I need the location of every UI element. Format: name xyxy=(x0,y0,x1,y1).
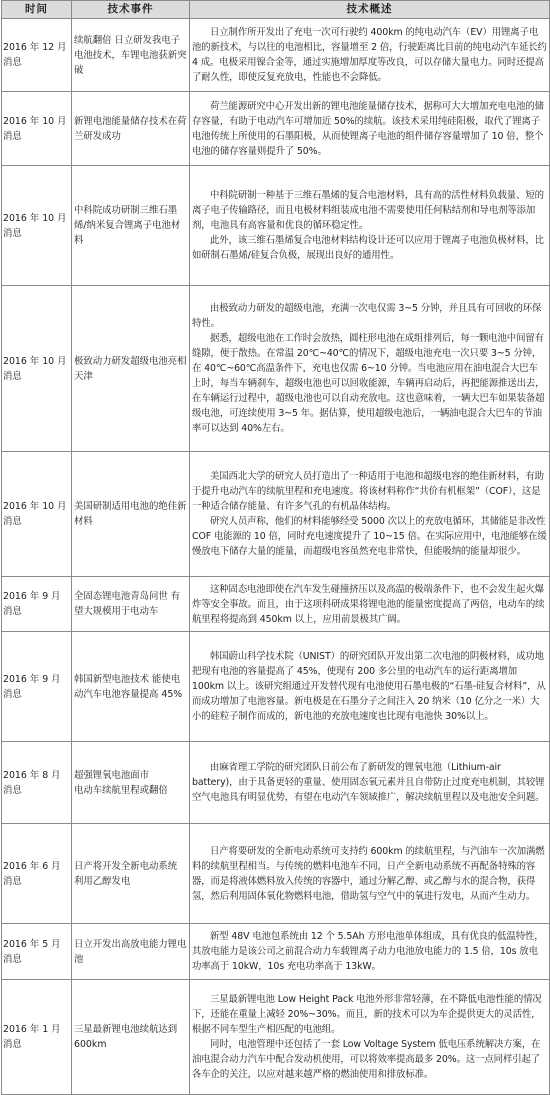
row-time: 2016 年 10 月消息 xyxy=(2,286,72,452)
header-desc: 技术概述 xyxy=(190,1,550,19)
battery-tech-table xyxy=(1,0,550,1095)
row-time: 2016 年 12 月消息 xyxy=(2,19,72,92)
desc-paragraph: 据悉，超级电池在工作时会放热，圆柱形电池在成组排列后，每一颗电池中间留有缝隙，便于散热。在常温 20℃~40℃的情况下，超级电池充电一次只要 3~5 分钟，在 40℃~60℃高温条件下，充电也仅需 6~10 分钟。当电池应用在油电混合大巴车上时，每当车辆刹车，超级电池也可以回收能源，车辆再启动后，再把能源推送出去，在车辆运行过程中，超级电池也可以自动充放电。这也意味着，一辆大巴车如果装备超级电池，可连续使用 3~5 年。据估算，使用超级电池后，一辆油电混合大巴车的节油率可以达到 40%左右。 xyxy=(192,333,545,434)
table-row xyxy=(2,92,550,166)
desc-paragraph: 由极致动力研发的超级电池，充满一次电仅需 3~5 分钟，并且具有可回收的环保特性。 xyxy=(192,303,542,329)
row-desc xyxy=(190,166,550,286)
row-desc xyxy=(190,824,550,924)
table-row xyxy=(2,577,550,632)
row-time: 2016 年 9 月消息 xyxy=(2,632,72,742)
desc-paragraph: 中科院研制一种基于三维石墨烯的复合电池材料，具有高的活性材料负载量、短的离子电子传输路径，而且电极材料组装成电池不需要使用任何粘结剂和导电剂等添加剂，电池具有高容量和优良的循环稳定性。 xyxy=(192,190,544,231)
row-event: 续航翻倍 日立研发我电子电池技术，车锂电池获新突破 xyxy=(72,19,190,92)
row-event: 全固态锂电池青岛问世 有望大规模用于电动车 xyxy=(72,577,190,632)
row-event: 三星最新锂电池续航达到 600km xyxy=(72,980,190,1095)
row-time: 2016 年 8 月消息 xyxy=(2,742,72,824)
row-time: 2016 年 9 月消息 xyxy=(2,577,72,632)
desc-paragraph: 这种固态电池即使在汽车发生碰撞挤压以及高温的极端条件下，也不会发生起火爆炸等安全事故。而且，由于这项科研成果将锂电池的能量密度提高了两倍，电动车的续航里程将提高到 450km 以上，应用前景极其广阔。 xyxy=(192,583,545,625)
row-event: 日产将开发全新电动系统 利用乙醇发电 xyxy=(72,824,190,924)
row-event-line: 超强锂氧电池面市 xyxy=(74,769,150,781)
row-desc xyxy=(190,286,550,452)
desc-paragraph: 荷兰能源研究中心开发出新的锂电池能量储存技术，据称可大大增加充电电池的储存容量，有助于电动汽车可增加近 50%的续航。该技术采用纯硅阳极，取代了锂离子电池传统上所使用的石墨阳极，从而使锂离子电池的组件储存容量增加了 10 倍，整个电池的储存容量则提升了 50%。 xyxy=(192,100,544,157)
row-event: 韩国新型电池技术 能使电动汽车电池容量提高 45% xyxy=(72,632,190,742)
table-row xyxy=(2,742,550,824)
row-event-line: 电动车续航里程或翻倍 xyxy=(74,784,168,796)
desc-paragraph: 三星最新锂电池 Low Height Pack 电池外形非常轻薄，在不降低电池性能的情况下，还能在重量上减轻 20%~30%。而且，新的技术可以为车企提供更大的灵活性，根据不同车型生产相匹配的电池组。 xyxy=(192,994,542,1035)
table-row xyxy=(2,19,550,92)
header-event: 技术事件 xyxy=(72,1,190,19)
table-header-row xyxy=(2,1,550,19)
desc-paragraph: 新型 48V 电池包系统由 12 个 5.5Ah 方形电池单体组成，具有优良的低温特性，其放电能力是该公司之前混合动力车载锂离子动力电池放电能力的 1.5 倍，10s 放电功率高于 10kW，10s 充电功率高于 13kW。 xyxy=(192,931,544,972)
row-desc xyxy=(190,924,550,980)
row-time: 2016 年 5 月消息 xyxy=(2,924,72,980)
row-desc xyxy=(190,92,550,166)
row-desc xyxy=(190,577,550,632)
desc-paragraph: 由麻省理工学院的研究团队日前公布了新研发的锂氧电池（Lithium-air battery)，由于具备更轻的重量、使用固态氧元素并且自带防止过度充电机制，其较锂空气电池具有明显优势，有望在电动汽车领域推广，解决续航里程以及电池安全问题。 xyxy=(192,762,545,803)
row-desc xyxy=(190,742,550,824)
desc-paragraph: 美国西北大学的研究人员打造出了一种适用于电池和超级电容的绝佳新材料，有助于提升电动汽车的续航里程和充电速度。将该材料称作“共价有机框架”（COF），这是一种适合储存能量、有许多气孔的有机晶体结构。 xyxy=(192,471,544,512)
row-event: 新锂电池能量储存技术在荷兰研发成功 xyxy=(72,92,190,166)
row-time: 2016 年 10 月消息 xyxy=(2,452,72,577)
desc-paragraph: 此外，该三维石墨烯复合电池材料结构设计还可以应用于锂离子电池负极材料，比如研制石墨烯/硅复合负极，展现出良好的通用性。 xyxy=(192,235,544,261)
desc-paragraph: 同时，电池管理中还包括了一套 Low Voltage System 低电压系统解决方案，在油电混合动力汽车中配合发动机使用，可以将效率提高最多 20%。这一点同样引起了各车企的关注，以应对越来越严格的燃油使用和排放标准。 xyxy=(192,1039,541,1080)
row-event xyxy=(72,742,190,824)
row-event: 极致动力研发超级电池亮相天津 xyxy=(72,286,190,452)
table-row xyxy=(2,632,550,742)
table-row xyxy=(2,824,550,924)
table-row xyxy=(2,286,550,452)
row-desc xyxy=(190,19,550,92)
row-event: 美国研制适用电池的绝佳新材料 xyxy=(72,452,190,577)
desc-paragraph: 韩国蔚山科学技术院（UNIST）的研究团队开发出第二次电池的阴极材料，成功地把现有电池的容量提高了 45%，使现有 200 多公里的电动汽车的运行距离增加 100km 以上。该研究组通过开发替代现有电池使用石墨电极的“石墨-硅复合材料”，从而成功增加了电池容量。新电极是在石墨分子之间注入 20 纳米（10 亿分之一米）大小的硅粒子制作而成的，新电池的充放电速度也比现有电池快 30%以上。 xyxy=(192,651,546,722)
table-row xyxy=(2,924,550,980)
row-event: 日立开发出高放电能力锂电池 xyxy=(72,924,190,980)
table-row xyxy=(2,166,550,286)
table-row xyxy=(2,980,550,1095)
header-time: 时间 xyxy=(2,1,72,19)
desc-paragraph: 研究人员声称，他们的材料能够经受 5000 次以上的充放电循环，其储能是非改性 COF 电能源的 10 倍，同时充电速度提升了 10~15 倍。在实际应用中，电池能够在缓慢放电下储存大量的能量，而超级电容虽然充电非常快，但能吸纳的能量却很少。 xyxy=(192,516,547,557)
desc-paragraph: 日立制作所开发出了充电一次可行驶约 400km 的纯电动汽车（EV）用锂离子电池的新技术，与以往的电池相比，容量增至 2 倍，行驶距离比目前的纯电动汽车延长约 4 成。电极采用镍合金等，通过实施增加厚度等改良，可以存储大量电力。同时还提高了耐久性，即使反复充放电，性能也不会降低。 xyxy=(192,27,547,83)
desc-paragraph: 日产将要研发的全新电动系统可支持约 600km 的续航里程，与汽油车一次加满燃料的续航里程相当。与传统的燃料电池车不同，日产全新电动系统不再配备特殊的容器，而是将液体燃料放入传统的容器中，通过分解乙醇、或乙醇与水的混合物，获得氢，然后利用固体氧化物燃料电池，借助氢与空气中的氧进行发电，从而产生动力。 xyxy=(192,845,545,902)
row-time: 2016 年 1 月消息 xyxy=(2,980,72,1095)
row-desc xyxy=(190,632,550,742)
table-row xyxy=(2,452,550,577)
row-time: 2016 年 10 月消息 xyxy=(2,166,72,286)
row-time: 2016 年 10 月消息 xyxy=(2,92,72,166)
row-event: 中科院成功研制三维石墨烯/纳米复合锂离子电池材料 xyxy=(72,166,190,286)
row-time: 2016 年 6 月消息 xyxy=(2,824,72,924)
row-desc xyxy=(190,452,550,577)
row-desc xyxy=(190,980,550,1095)
